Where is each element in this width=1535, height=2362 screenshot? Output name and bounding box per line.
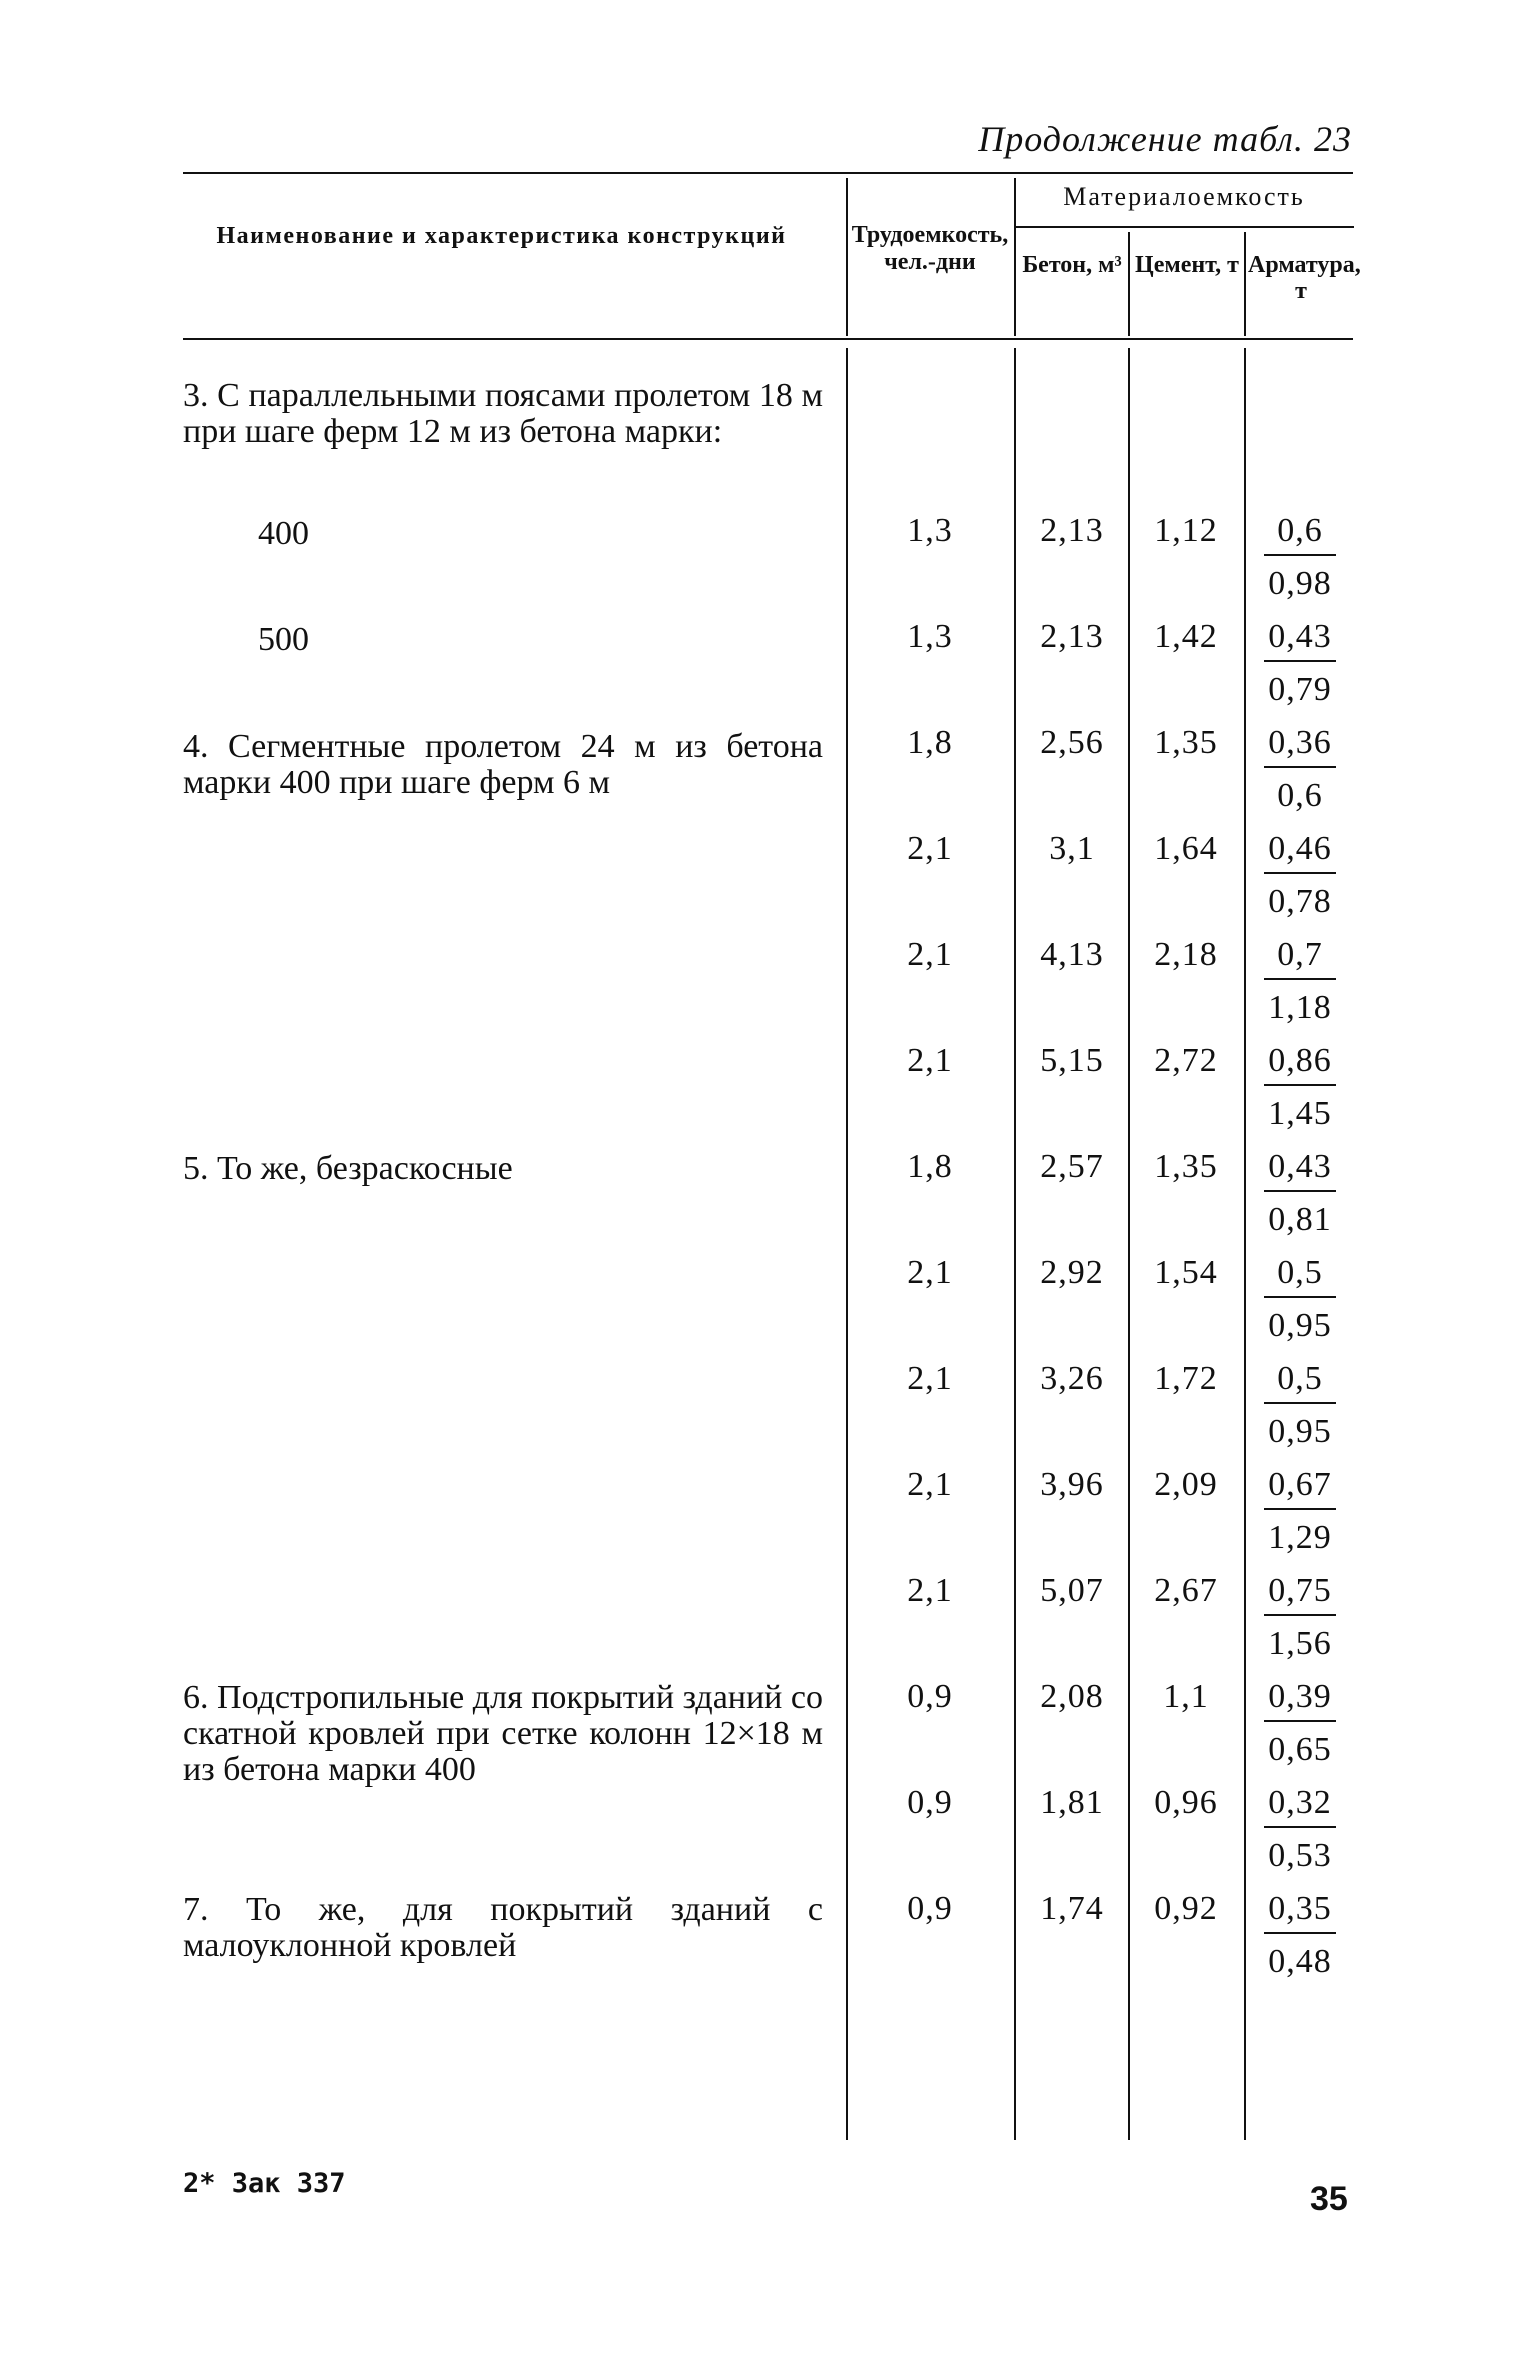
cell-labour: 2,1	[907, 1360, 953, 1397]
cell-labour: 2,1	[907, 1042, 953, 1079]
cell-cement: 1,64	[1154, 830, 1218, 867]
cell-rebar-top: 0,43	[1268, 618, 1332, 655]
row-desc-4: 4. Сегментные пролетом 24 м из бетона марки 400 при шаге ферм 6 м	[183, 728, 823, 801]
cell-rebar-bottom: 0,79	[1268, 671, 1332, 708]
cell-labour: 2,1	[907, 1572, 953, 1609]
header-bottom-rule	[183, 338, 1353, 340]
cell-rebar-fraction	[1262, 614, 1338, 710]
cell-rebar-top: 0,5	[1277, 1254, 1323, 1291]
cell-labour: 1,3	[907, 512, 953, 549]
cell-rebar-top: 0,75	[1268, 1572, 1332, 1609]
row-desc-6: 6. Подстропильные для покрытий зданий со скатной кровлей при сетке колонн 12×18 м из бетона марки 400	[183, 1679, 823, 1788]
cell-concrete: 1,74	[1040, 1890, 1104, 1927]
cell-concrete: 4,13	[1040, 936, 1104, 973]
cell-concrete: 2,56	[1040, 724, 1104, 761]
cell-rebar-bottom: 0,53	[1268, 1837, 1332, 1874]
row-grade-400: 400	[258, 515, 309, 552]
cell-labour: 1,8	[907, 1148, 953, 1185]
header-rebar: Арматура, т	[1248, 252, 1361, 304]
cell-rebar-top: 0,43	[1268, 1148, 1332, 1185]
cell-cement: 2,72	[1154, 1042, 1218, 1079]
body-divider-concrete	[1014, 348, 1016, 2140]
cell-cement: 1,12	[1154, 512, 1218, 549]
cell-cement: 1,35	[1154, 1148, 1218, 1185]
cell-rebar-fraction	[1262, 1674, 1338, 1770]
cell-labour: 2,1	[907, 1254, 953, 1291]
cell-rebar-bottom: 0,6	[1277, 777, 1323, 814]
cell-cement: 2,18	[1154, 936, 1218, 973]
cell-rebar-bottom: 0,98	[1268, 565, 1332, 602]
cell-labour: 0,9	[907, 1890, 953, 1927]
cell-cement: 1,35	[1154, 724, 1218, 761]
cell-rebar-bottom: 1,45	[1268, 1095, 1332, 1132]
page-number: 35	[1310, 2180, 1348, 2218]
cell-rebar-fraction	[1262, 826, 1338, 922]
cell-labour: 1,3	[907, 618, 953, 655]
cell-rebar-top: 0,7	[1277, 936, 1323, 973]
cell-rebar-fraction	[1262, 1886, 1338, 1982]
cell-concrete: 3,26	[1040, 1360, 1104, 1397]
cell-rebar-top: 0,39	[1268, 1678, 1332, 1715]
cell-rebar-bottom: 0,65	[1268, 1731, 1332, 1768]
cell-cement: 1,1	[1163, 1678, 1209, 1715]
cell-labour: 0,9	[907, 1678, 953, 1715]
header-materials: Материалоемкость	[1063, 182, 1305, 211]
cell-concrete: 2,08	[1040, 1678, 1104, 1715]
cell-concrete: 2,13	[1040, 618, 1104, 655]
cell-concrete: 3,1	[1049, 830, 1095, 867]
cell-cement: 1,72	[1154, 1360, 1218, 1397]
cell-rebar-fraction	[1262, 1038, 1338, 1134]
header-top-rule	[183, 172, 1353, 174]
cell-labour: 2,1	[907, 830, 953, 867]
materials-rule	[1014, 226, 1354, 228]
cell-rebar-top: 0,6	[1277, 512, 1323, 549]
row-grade-500: 500	[258, 621, 309, 658]
cell-rebar-fraction	[1262, 1780, 1338, 1876]
cell-rebar-top: 0,67	[1268, 1466, 1332, 1503]
cell-rebar-fraction	[1262, 1356, 1338, 1452]
cell-labour: 0,9	[907, 1784, 953, 1821]
cell-labour: 1,8	[907, 724, 953, 761]
cell-rebar-bottom: 0,78	[1268, 883, 1332, 920]
cell-rebar-top: 0,46	[1268, 830, 1332, 867]
cell-rebar-bottom: 0,95	[1268, 1307, 1332, 1344]
header-name: Наименование и характеристика конструкций	[216, 223, 787, 249]
cell-concrete: 2,57	[1040, 1148, 1104, 1185]
cell-rebar-bottom: 1,56	[1268, 1625, 1332, 1662]
cell-concrete: 3,96	[1040, 1466, 1104, 1503]
body-divider-cement	[1128, 348, 1130, 2140]
cell-labour: 2,1	[907, 936, 953, 973]
cell-rebar-top: 0,5	[1277, 1360, 1323, 1397]
cell-rebar-fraction	[1262, 1144, 1338, 1240]
row-desc-7: 7. То же, для покрытий зданий с малоуклонной кровлей	[183, 1891, 823, 1964]
row-desc-3: 3. С параллельными поясами пролетом 18 м при шаге ферм 12 м из бетона марки:	[183, 377, 823, 450]
cell-cement: 2,09	[1154, 1466, 1218, 1503]
body-divider-rebar	[1244, 348, 1246, 2140]
cell-concrete: 5,15	[1040, 1042, 1104, 1079]
table-caption: Продолжение табл. 23	[978, 119, 1352, 159]
cell-rebar-top: 0,35	[1268, 1890, 1332, 1927]
col-divider-rebar	[1244, 232, 1246, 336]
cell-rebar-bottom: 0,81	[1268, 1201, 1332, 1238]
header-concrete: Бетон, м³	[1022, 252, 1122, 278]
cell-cement: 0,96	[1154, 1784, 1218, 1821]
cell-cement: 1,54	[1154, 1254, 1218, 1291]
body-divider-labour	[846, 348, 848, 2140]
cell-rebar-bottom: 0,95	[1268, 1413, 1332, 1450]
cell-rebar-top: 0,86	[1268, 1042, 1332, 1079]
cell-concrete: 2,92	[1040, 1254, 1104, 1291]
header-cement: Цемент, т	[1135, 252, 1239, 278]
cell-concrete: 1,81	[1040, 1784, 1104, 1821]
cell-rebar-fraction	[1262, 720, 1338, 816]
col-divider-cement	[1128, 232, 1130, 336]
cell-concrete: 5,07	[1040, 1572, 1104, 1609]
cell-cement: 0,92	[1154, 1890, 1218, 1927]
cell-rebar-bottom: 1,29	[1268, 1519, 1332, 1556]
cell-rebar-top: 0,32	[1268, 1784, 1332, 1821]
cell-rebar-bottom: 0,48	[1268, 1943, 1332, 1980]
cell-rebar-fraction	[1262, 1568, 1338, 1664]
cell-rebar-fraction	[1262, 1462, 1338, 1558]
footer-order: 2* Зак 337	[183, 2168, 346, 2199]
cell-rebar-fraction	[1262, 1250, 1338, 1346]
cell-rebar-top: 0,36	[1268, 724, 1332, 761]
row-desc-5: 5. То же, безраскосные	[183, 1150, 513, 1187]
cell-concrete: 2,13	[1040, 512, 1104, 549]
cell-rebar-fraction	[1262, 508, 1338, 604]
header-labour: Трудоемкость, чел.-дни	[851, 222, 1009, 275]
cell-rebar-fraction	[1262, 932, 1338, 1028]
cell-labour: 2,1	[907, 1466, 953, 1503]
cell-rebar-bottom: 1,18	[1268, 989, 1332, 1026]
cell-cement: 1,42	[1154, 618, 1218, 655]
cell-cement: 2,67	[1154, 1572, 1218, 1609]
